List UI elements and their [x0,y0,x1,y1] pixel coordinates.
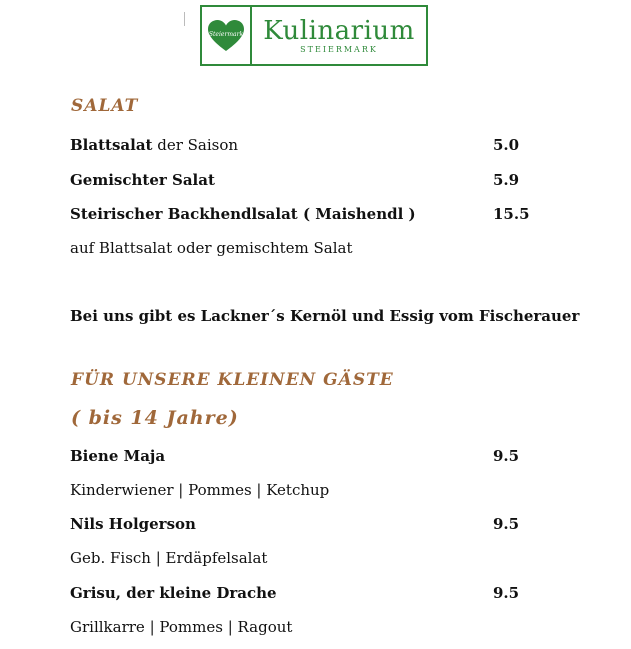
logo-heart-label: Steiermark [208,31,244,38]
menu-item-price: 9.5 [493,515,520,533]
menu-item-description: Grillkarre | Pommes | Ragout [70,618,293,636]
oil-note: Bei uns gibt es Lackner´s Kernöl und Essig vom Fischerauer [70,307,580,325]
text-cursor [184,12,185,26]
menu-item-name [70,136,238,154]
menu-item-name: Gemischter Salat [70,171,215,189]
menu-item-description: auf Blattsalat oder gemischtem Salat [70,239,353,257]
menu-item-name-bold: Blattsalat [70,136,153,154]
section-subtitle-kids: ( bis 14 Jahre) [71,407,239,429]
logo-name: Kulinarium [263,15,415,46]
section-title-salat: SALAT [71,96,139,116]
menu-item-price: 9.5 [493,447,520,465]
logo-heart-panel [202,7,252,64]
menu-item-name: Steirischer Backhendlsalat ( Maishendl ) [70,205,416,223]
menu-item-price: 5.9 [493,171,520,189]
menu-item-name: Grisu, der kleine Drache [70,584,277,602]
menu-item-price: 5.0 [493,136,520,154]
logo-wordmark [252,7,426,64]
kulinarium-logo [200,5,428,66]
menu-item-price: 15.5 [493,205,530,223]
menu-item-name: Nils Holgerson [70,515,196,533]
section-title-kids: FÜR UNSERE KLEINEN GÄSTE [71,370,394,390]
menu-item-name: Biene Maja [70,447,166,465]
logo-subtitle: STEIERMARK [300,44,378,54]
menu-item-description: Geb. Fisch | Erdäpfelsalat [70,549,268,567]
menu-item-name-suffix: der Saison [152,136,239,154]
menu-item-description: Kinderwiener | Pommes | Ketchup [70,481,330,499]
menu-item-price: 9.5 [493,584,520,602]
